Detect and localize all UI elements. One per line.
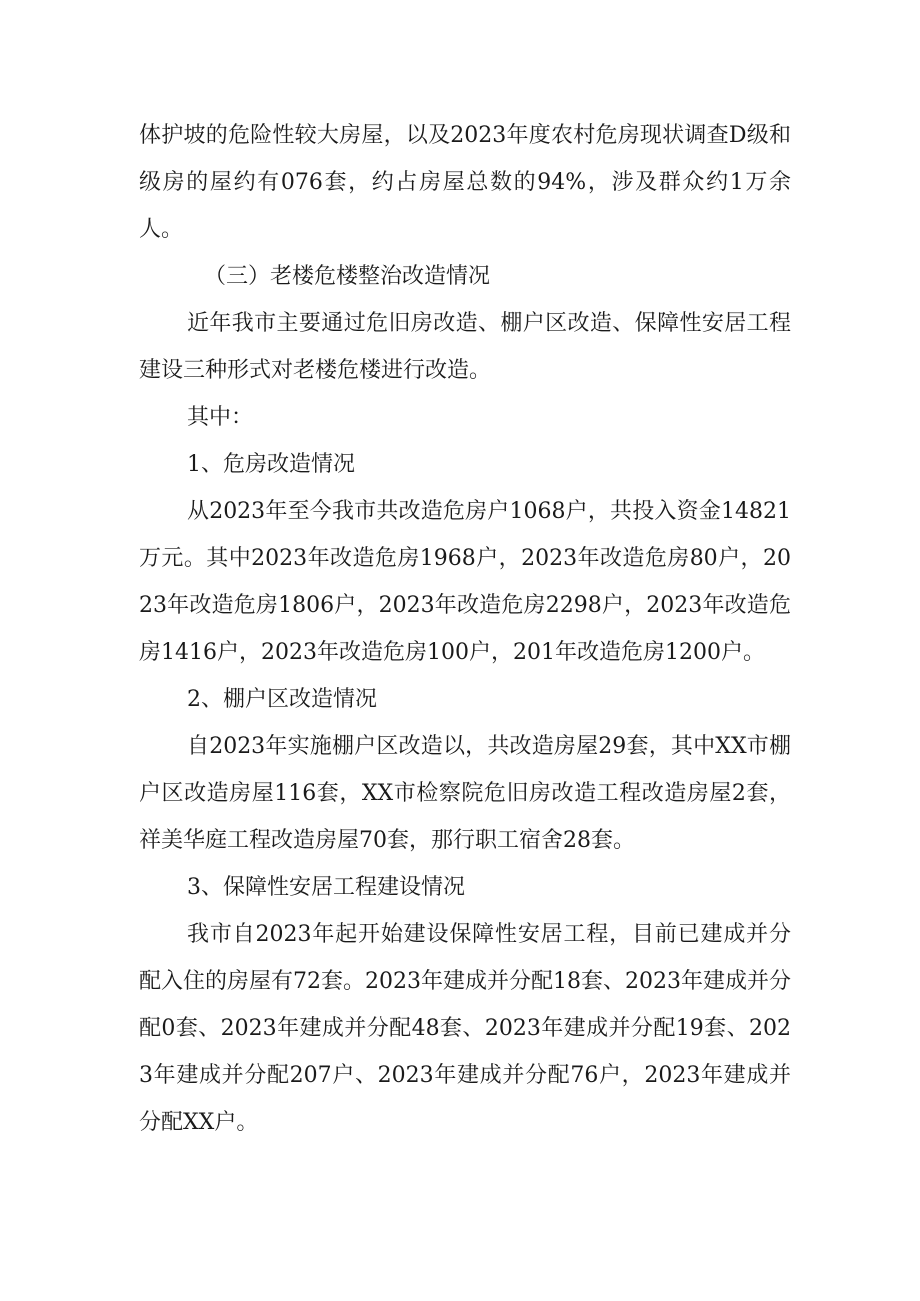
paragraph-intro: 体护坡的危险性较大房屋，以及2023年度农村危房现状调查D级和级房的屋约有076套，约占房屋总数的94%，涉及群众约1万余人。: [139, 123, 791, 242]
subheading-affordable-housing: 3、保障性安居工程建设情况: [187, 875, 465, 900]
subheading-dangerous-house: 1、危房改造情况: [187, 452, 355, 477]
subheading-shantytown: 2、棚户区改造情况: [187, 687, 377, 712]
paragraph-affordable-housing: 我市自2023年起开始建设保障性安居工程，目前已建成并分配入住的房屋有72套。2023年建成并分配18套、2023年建成并分配0套、2023年建成并分配48套、2023年建成并分配19套、2023年建成并分配207户、2023年建成并分配76户，2023年建成并分配XX户。: [139, 922, 791, 1135]
paragraph-overview: 近年我市主要通过危旧房改造、棚户区改造、保障性安居工程建设三种形式对老楼危楼进行改造。: [139, 311, 791, 383]
paragraph-dangerous-house: 从2023年至今我市共改造危房户1068户，共投入资金14821万元。其中2023年改造危房1968户，2023年改造危房80户，2023年改造危房1806户，2023年改造危房2298户，2023年改造危房1416户，2023年改造危房100户，201年改造危房1200户。: [139, 499, 791, 665]
section-heading: （三）老楼危楼整治改造情况: [204, 264, 491, 289]
paragraph-among: 其中：: [187, 405, 254, 430]
document-body: [139, 112, 791, 1146]
paragraph-shantytown: 自2023年实施棚户区改造以，共改造房屋29套，其中XX市棚户区改造房屋116套，XX市检察院危旧房改造工程改造房屋2套，祥美华庭工程改造房屋70套，那行职工宿舍28套。: [139, 734, 791, 853]
